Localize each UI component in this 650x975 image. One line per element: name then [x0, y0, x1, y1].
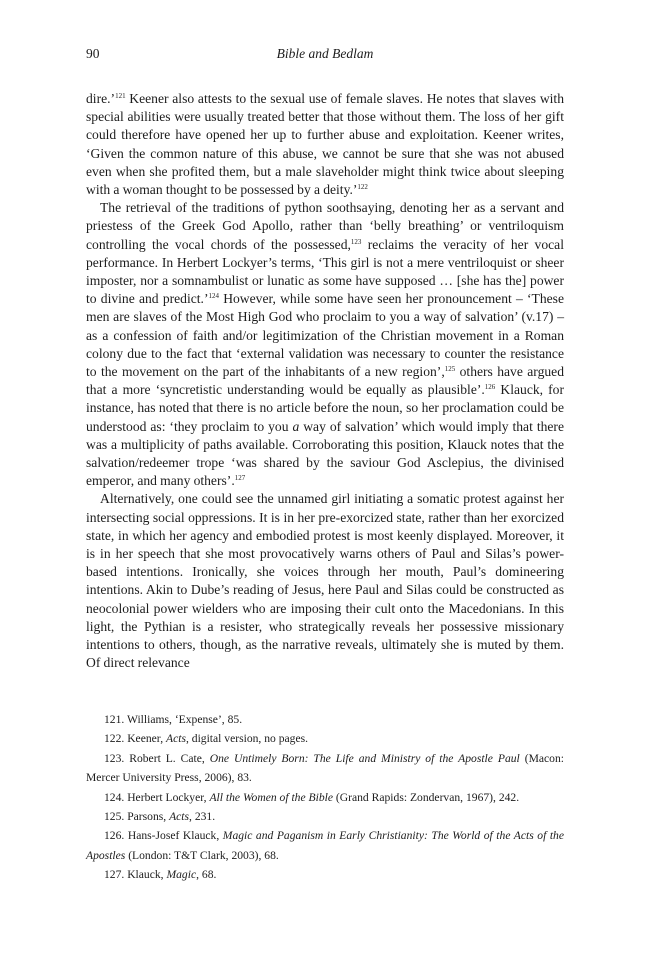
- text-run: , 231.: [189, 810, 216, 824]
- footnote-ref: 125: [444, 365, 456, 374]
- text-run: Keener also attests to the sexual use of female slaves. He notes that slaves with special abilities were usually treated better that those without them. The loss of her gift could therefore have opened her up to further abuse and exploitation. Keener writes, ‘Given the common nature of this abuse, we cannot be sure that she was not abused even when she profited them, but a male slaveholder might think twice about sleeping with a woman thought to be possessed by a deity.’: [86, 91, 564, 198]
- text-run: 121. Williams, ‘Expense’, 85.: [104, 713, 243, 726]
- footnote: [86, 788, 564, 807]
- page-header: [86, 46, 564, 64]
- body-text: [86, 90, 564, 673]
- footnote-ref: 123: [350, 237, 362, 246]
- text-run: , 68.: [196, 868, 217, 882]
- running-title: Bible and Bedlam: [276, 46, 374, 61]
- italic-text: Acts: [166, 732, 186, 746]
- text-run: 124. Herbert Lockyer,: [104, 790, 210, 804]
- footnote: [86, 729, 564, 748]
- paragraph: [86, 90, 564, 199]
- text-run: , digital version, no pages.: [185, 732, 309, 746]
- text-run: (Macon: Mercer University Press, 2006), 83.: [86, 751, 564, 785]
- text-run: way of salvation’ which would imply that there was a multiplicity of paths available. Corroborating this position, Klauck notes that the salvation/redeemer trope ‘was shared by the saviour God Asclepius, the divinised emperor, and many others’.: [86, 418, 564, 489]
- text-run: 126. Hans-Josef Klauck,: [104, 829, 223, 843]
- italic-text: All the Women of the Bible: [209, 790, 333, 804]
- footnotes: [86, 710, 564, 885]
- footnote-ref: 124: [208, 292, 219, 301]
- footnote-ref: 121: [115, 92, 126, 100]
- text-run: 123. Robert L. Cate,: [104, 751, 210, 765]
- text-run: (Grand Rapids: Zondervan, 1967), 242.: [333, 790, 520, 804]
- text-run: However, while some have seen her pronouncement – ‘These men are slaves of the Most High God who proclaim to you a way of salvation’ (v.17) – as a confession of faith and/or legitimization of the Christian movement in a Roman colony due to the fact that ‘external validation was necessary to counter the resistance to the movement on the part of the inhabitants of a new region’,: [86, 291, 564, 380]
- paragraph: [86, 199, 564, 490]
- text-run: 127. Klauck,: [104, 868, 167, 882]
- italic-text: Acts: [169, 810, 190, 824]
- text-run: Alternatively, one could see the unnamed girl initiating a somatic protest against her intersecting social oppressions. It is in her pre-exorcized state, rather than her exorcized state, in which her agency and embodied protest is most keenly displayed. Moreover, it is in her speech that she most provocatively warns others of Paul and Silas’s power-based intentions. Ironically, she voices through her mouth, Paul’s domineering intentions. Akin to Dube’s reading of Jesus, here Paul and Silas could be constructed as neocolonial power wielders who are imposing their cult onto the Macedonians. In this light, the Pythian is a resister, who strategically reveals her possessive missionary intentions to others, though, as the narrative reveals, ultimately she is muted by them. Of direct relevance: [86, 491, 564, 671]
- paragraph: [86, 490, 564, 672]
- text-run: others have argued that a more ‘syncretistic understanding would be equally as plausible’.: [86, 364, 565, 398]
- italic-text: a: [292, 418, 300, 434]
- footnote-ref: 126: [484, 383, 496, 392]
- footnote: [86, 710, 564, 729]
- text-run: (London: T&T Clark, 2003), 68.: [125, 848, 279, 862]
- footnote: [86, 865, 564, 884]
- footnote: [86, 826, 564, 865]
- text-run: The retrieval of the traditions of python soothsaying, denoting her as a servant and priestess of the Greek God Apollo, rather than ‘belly breathing’ or ventriloquism controlling the vocal chords of the possessed,: [86, 200, 564, 252]
- footnote-ref: 122: [357, 183, 368, 192]
- text-run: dire.’: [86, 91, 116, 106]
- footnote-ref: 127: [234, 474, 246, 483]
- text-run: Klauck, for instance, has noted that there is no article before the noun, so her proclamation could be understood as: ‘they proclaim to you: [86, 382, 564, 434]
- text-run: reclaims the veracity of her vocal performance. In Herbert Lockyer’s terms, ‘This girl is not a mere ventriloquist or sheer imposter, nor a somnambulist or lunatic as some have supposed … [she has the] power to divine and predict.’: [86, 236, 564, 307]
- footnote: [86, 749, 564, 788]
- text-run: 125. Parsons,: [104, 810, 170, 824]
- italic-text: Magic: [166, 868, 197, 882]
- italic-text: One Untimely Born: The Life and Ministry of the Apostle Paul: [209, 751, 520, 765]
- text-run: 122. Keener,: [104, 732, 166, 746]
- footnote: [86, 807, 564, 826]
- page-number: 90: [86, 46, 100, 61]
- italic-text: Magic and Paganism in Early Christianity: The World of the Acts of the Apostles: [86, 829, 564, 862]
